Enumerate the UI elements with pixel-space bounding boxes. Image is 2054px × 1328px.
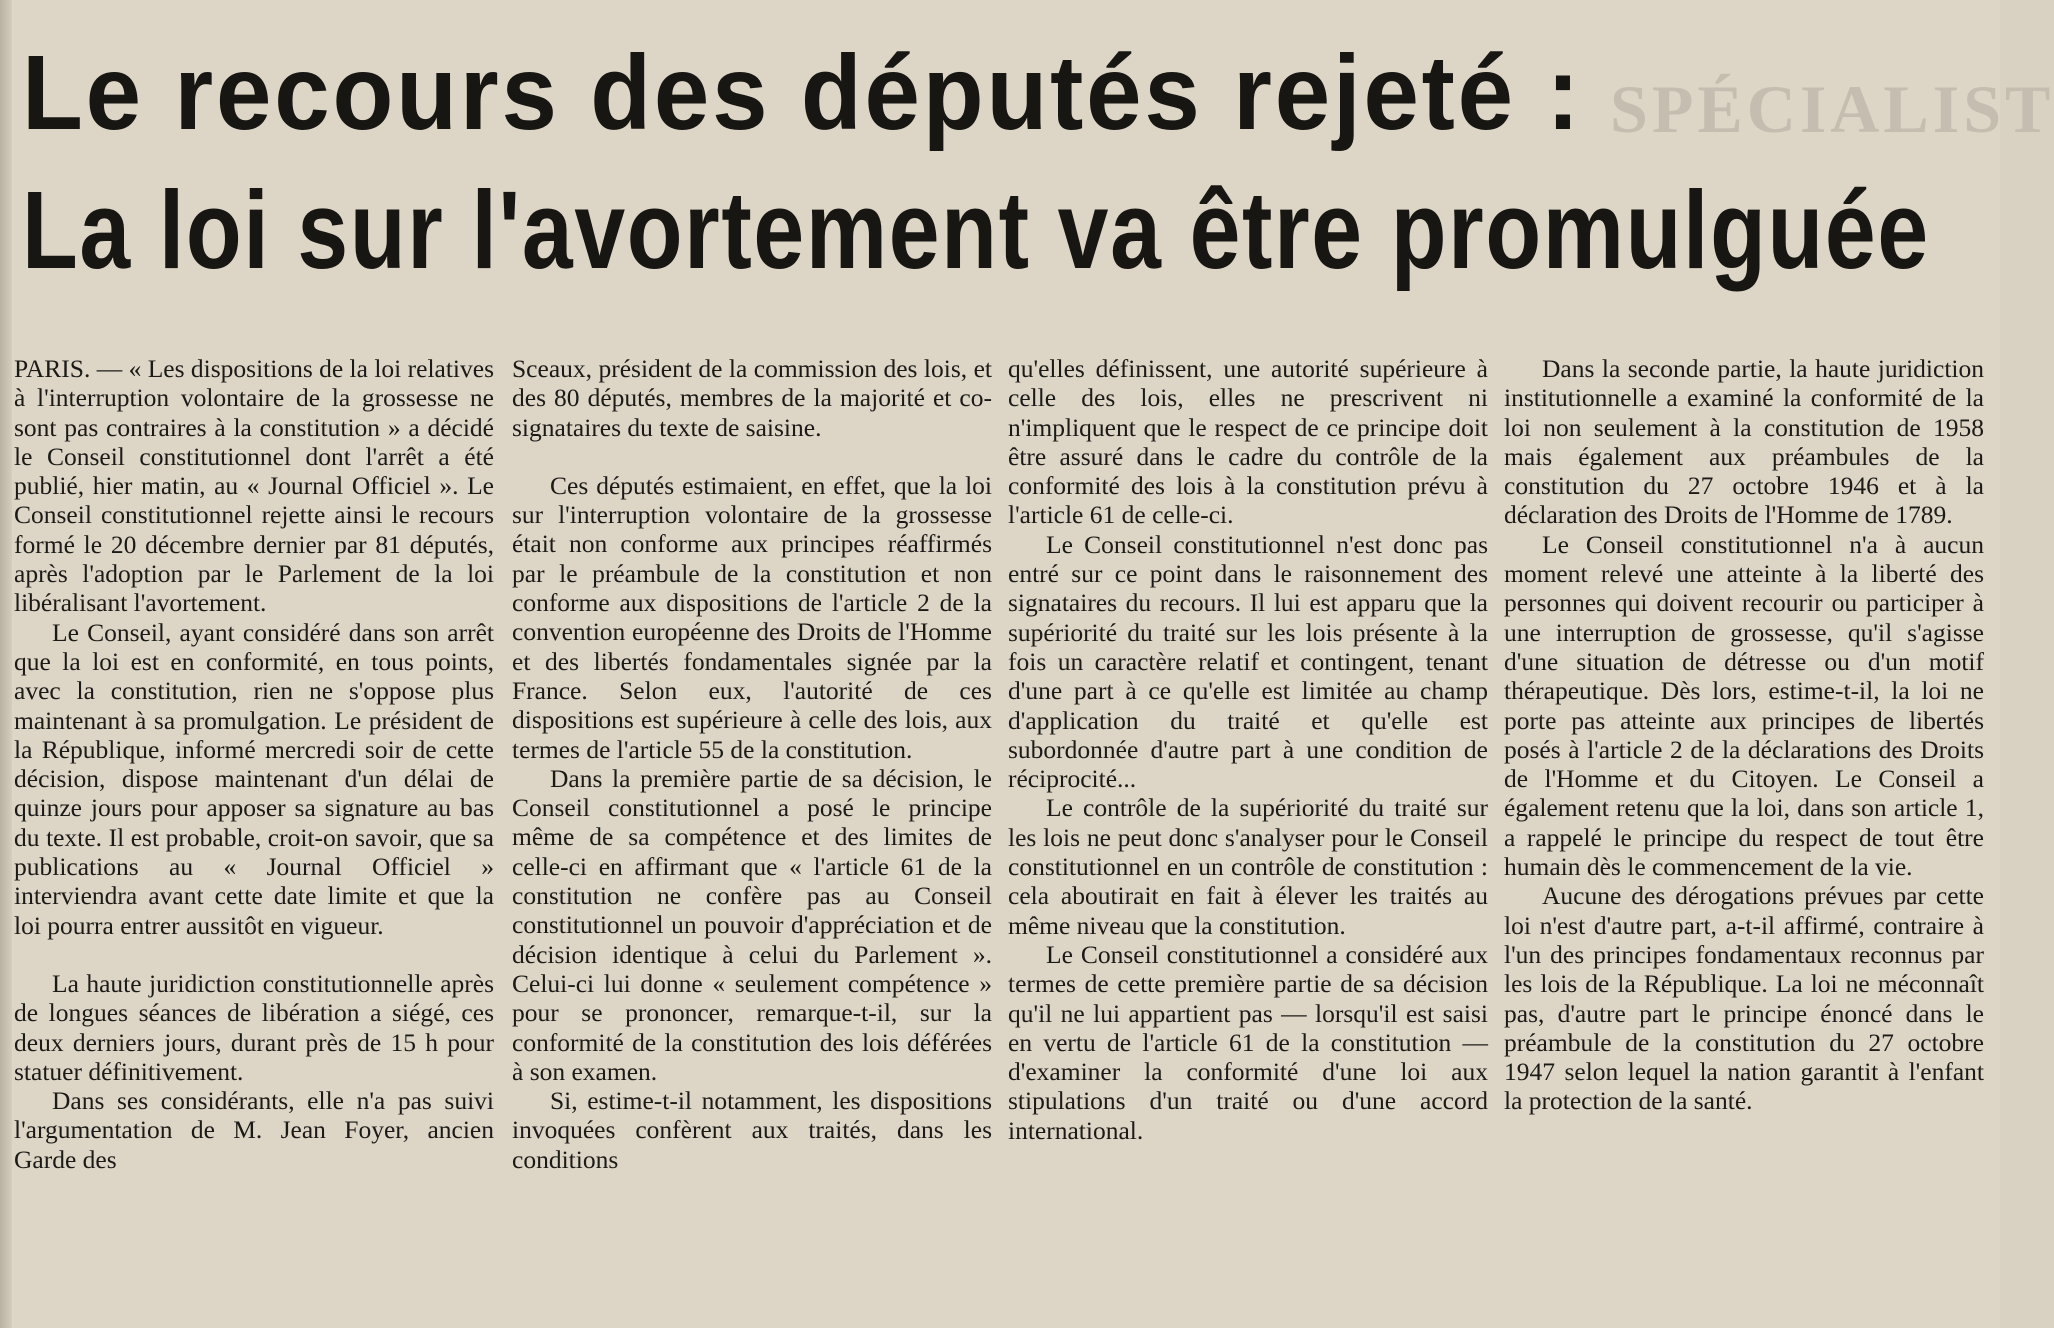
paragraph: Dans la première partie de sa décision, le Conseil constitutionnel a posé le principe même de sa compétence et des limites de celle-ci en affirmant que « l'article 61 de la constitution ne confère pas au Conseil constitutionnel un pouvoir d'appréciation et de décision identique à celui du Parlement ». Celui-ci lui donne « seulement compétence » pour se prononcer, remarque-t-il, sur la conformité de la constitution des lois déférées à son examen. bbox=[512, 763, 992, 1086]
paragraph: Le Conseil, ayant considéré dans son arrêt que la loi est en conformité, en tous points, avec la constitution, rien ne s'oppose plus maintenant à sa promulgation. Le président de la République, informé mercredi soir de cette décision, dispose maintenant d'un délai de quinze jours pour apposer sa signature au bas du texte. Il est probable, croit-on savoir, que sa publications au « Journal Officiel » interviendra avant cette date limite et que la loi pourra entrer aussitôt en vigueur. bbox=[14, 617, 494, 940]
paragraph: qu'elles définissent, une autorité supérieure à celle des lois, elles ne prescrivent ni n'impliquent que le respect de ce principe doit être assuré dans le cadre du contrôle de la conformité des lois à la constitution prévu à l'article 61 de celle-ci. bbox=[1008, 354, 1488, 530]
left-edge-rule bbox=[0, 0, 12, 1328]
paragraph: Si, estime-t-il notamment, les dispositions invoquées confèrent aux traités, dans les conditions bbox=[512, 1086, 992, 1174]
article-column-1 bbox=[14, 354, 494, 1316]
paragraph: Le contrôle de la supériorité du traité sur les lois ne peut donc s'analyser pour le Conseil constitutionnel en un contrôle de constitution : cela aboutirait en fait à élever les traités au même niveau que la constitution. bbox=[1008, 793, 1488, 940]
paragraph: Le Conseil constitutionnel n'est donc pas entré sur ce point dans le raisonnement des signataires du recours. Il lui est apparu que la supériorité du traité sur les lois présente à la fois un caractère relatif et contingent, tenant d'une part à ce qu'elle est limitée au champ d'application du traité et qu'elle est subordonnée d'autre part à une condition de réciprocité... bbox=[1008, 529, 1488, 794]
bleed-through-text: SPÉCIALIST bbox=[1610, 71, 2054, 147]
article-body bbox=[14, 354, 1984, 1316]
paragraph: PARIS. — « Les dispositions de la loi relatives à l'interruption volontaire de la grossesse ne sont pas contraires à la constitution » a décidé le Conseil constitutionnel dont l'arrêt a été publié, hier matin, au « Journal Officiel ». Le Conseil constitutionnel rejette ainsi le recours formé le 20 décembre dernier par 81 députés, après l'adoption par le Parlement de la loi libéralisant l'avortement. bbox=[14, 354, 495, 618]
paragraph: Ces députés estimaient, en effet, que la loi sur l'interruption volontaire de la grossesse était non conforme aux principes réaffirmés par le préambule de la constitution et non conforme aux dispositions de l'article 2 de la convention européenne des Droits de l'Homme et des libertés fondamentales signée par la France. Selon eux, l'autorité de ces dispositions est supérieure à celle des lois, aux termes de l'article 55 de la constitution. bbox=[512, 470, 992, 764]
paragraph: Dans la seconde partie, la haute juridiction institutionnelle a examiné la conformité de la loi non seulement à la constitution de 1958 mais également aux préambules de la constitution du 27 octobre 1946 et à la déclaration des Droits de l'Homme de 1789. bbox=[1504, 354, 1984, 530]
paragraph: Aucune des dérogations prévues par cette loi n'est d'autre part, a-t-il affirmé, contraire à l'un des principes fondamentaux reconnus par les lois de la République. La loi ne méconnaît pas, d'autre part le principe énoncé dans le préambule de la constitution du 27 octobre 1947 selon lequel la nation garantit à l'enfant la protection de la santé. bbox=[1504, 881, 1984, 1116]
paragraph: Sceaux, président de la commission des lois, et des 80 députés, membres de la majorité et co-signataires du texte de saisine. bbox=[512, 354, 992, 442]
article-column-4 bbox=[1504, 354, 1984, 1316]
headline-line-1: Le recours des députés rejeté : bbox=[22, 34, 1583, 152]
article-column-2 bbox=[512, 354, 992, 1316]
paragraph: Le Conseil constitutionnel a considéré aux termes de cette première partie de sa décision qu'il ne lui appartient pas — lorsqu'il est saisi en vertu de l'article 61 de la constitution — d'examiner la conformité d'une loi aux stipulations d'un traité ou d'une accord international. bbox=[1008, 939, 1488, 1145]
headline-line-2: La loi sur l'avortement va être promulguée bbox=[22, 169, 1930, 292]
paragraph: La haute juridiction constitutionnelle après de longues séances de libération a siégé, ces deux derniers jours, durant près de 15 h pour statuer définitivement. bbox=[14, 968, 494, 1086]
article-column-3 bbox=[1008, 354, 1488, 1316]
headline bbox=[22, 34, 1982, 292]
paragraph: Le Conseil constitutionnel n'a à aucun moment relevé une atteinte à la liberté des personnes qui doivent recourir ou participer à une interruption de grossesse, qu'il s'agisse d'une situation de détresse ou d'un motif thérapeutique. Dès lors, estime-t-il, la loi ne porte pas atteinte aux principes de libertés posés à l'article 2 de la déclarations des Droits de l'Homme et du Citoyen. Le Conseil a également retenu que la loi, dans son article 1, a rappelé le principe du respect de tout être humain dès le commencement de la vie. bbox=[1504, 529, 1984, 882]
paragraph: Dans ses considérants, elle n'a pas suivi l'argumentation de M. Jean Foyer, ancien Garde des bbox=[14, 1086, 494, 1174]
